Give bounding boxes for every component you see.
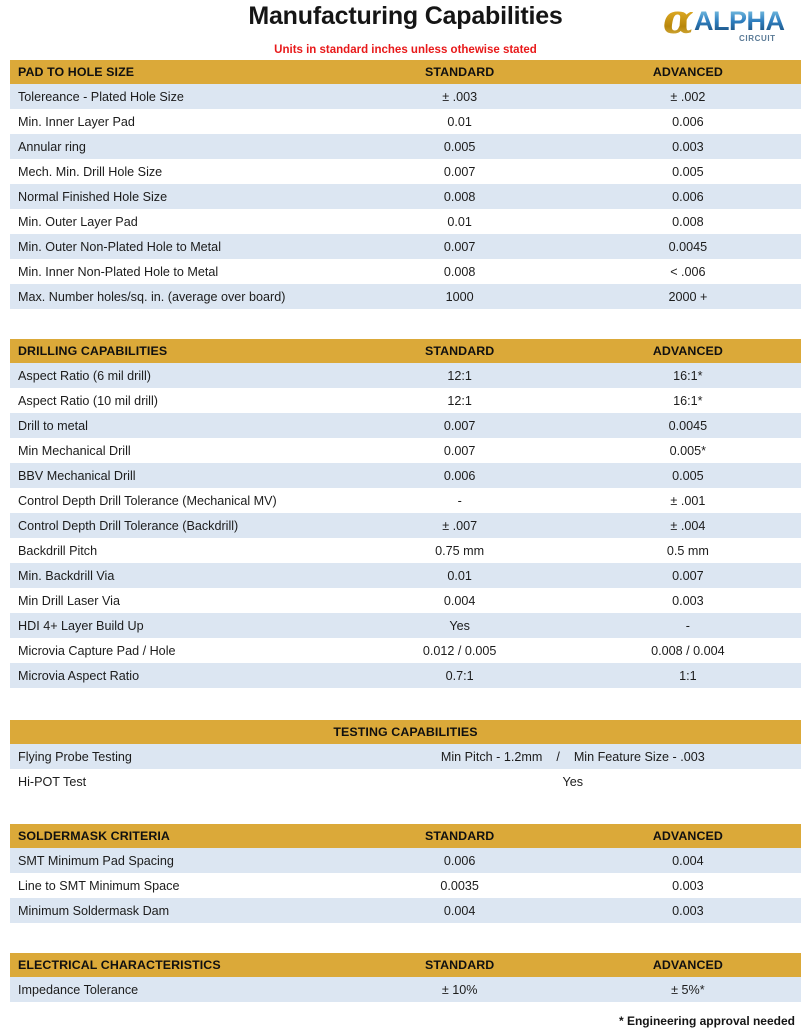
row-value-advanced: 0.005 <box>575 463 801 488</box>
row-label: Microvia Aspect Ratio <box>10 663 345 688</box>
row-value-standard: 0.01 <box>345 563 575 588</box>
row-value-standard: 12:1 <box>345 363 575 388</box>
row-value-advanced: 0.0045 <box>575 413 801 438</box>
row-value-standard: 0.005 <box>345 134 575 159</box>
row-value-standard: 12:1 <box>345 388 575 413</box>
row-value-standard: 0.01 <box>345 109 575 134</box>
row-label: Min. Inner Layer Pad <box>10 109 345 134</box>
row-value-standard: 1000 <box>345 284 575 309</box>
table-header-row <box>10 953 801 977</box>
column-header-standard: STANDARD <box>345 824 575 848</box>
row-value-standard: 0.75 mm <box>345 538 575 563</box>
units-note: Units in standard inches unless othewise stated <box>274 44 537 56</box>
row-label: BBV Mechanical Drill <box>10 463 345 488</box>
table-header-row <box>10 60 801 84</box>
column-header-advanced: ADVANCED <box>575 824 801 848</box>
section-title: SOLDERMASK CRITERIA <box>10 824 345 848</box>
row-value-standard: 0.007 <box>345 438 575 463</box>
table-header-row <box>10 339 801 363</box>
row-value-advanced: ± .001 <box>575 488 801 513</box>
row-label: Min. Backdrill Via <box>10 563 345 588</box>
row-value-standard: 0.006 <box>345 848 575 873</box>
table-row <box>10 134 801 159</box>
table-row <box>10 873 801 898</box>
row-label: Aspect Ratio (6 mil drill) <box>10 363 345 388</box>
row-value-advanced: 0.005* <box>575 438 801 463</box>
row-value-standard: 0.007 <box>345 413 575 438</box>
row-value-advanced: 0.008 <box>575 209 801 234</box>
table-row <box>10 744 801 769</box>
row-label: Tolereance - Plated Hole Size <box>10 84 345 109</box>
table-row <box>10 259 801 284</box>
section-title: DRILLING CAPABILITIES <box>10 339 345 363</box>
row-value-standard: - <box>345 488 575 513</box>
section-title: TESTING CAPABILITIES <box>10 720 801 744</box>
row-value-standard: 0.012 / 0.005 <box>345 638 575 663</box>
table-row <box>10 84 801 109</box>
section-spacer <box>10 794 801 824</box>
footnote: * Engineering approval needed <box>618 1014 795 1028</box>
table-row <box>10 898 801 923</box>
table-row <box>10 363 801 388</box>
row-label: Control Depth Drill Tolerance (Mechanical MV) <box>10 488 345 513</box>
row-value-advanced: 0.0045 <box>575 234 801 259</box>
row-label: SMT Minimum Pad Spacing <box>10 848 345 873</box>
table-row <box>10 663 801 688</box>
row-value-advanced: 0.007 <box>575 563 801 588</box>
row-value-advanced: 0.003 <box>575 873 801 898</box>
row-value-advanced: ± .004 <box>575 513 801 538</box>
row-value-advanced: ± .002 <box>575 84 801 109</box>
table-row <box>10 159 801 184</box>
row-label: Backdrill Pitch <box>10 538 345 563</box>
row-value-advanced: 0.003 <box>575 898 801 923</box>
table-row <box>10 413 801 438</box>
row-label: Aspect Ratio (10 mil drill) <box>10 388 345 413</box>
table-row <box>10 109 801 134</box>
row-value-standard: ± 10% <box>345 977 575 1002</box>
row-label: Min. Outer Non-Plated Hole to Metal <box>10 234 345 259</box>
row-label: Minimum Soldermask Dam <box>10 898 345 923</box>
row-value-advanced: - <box>575 613 801 638</box>
table-testing-capabilities <box>10 720 801 794</box>
table-row <box>10 769 801 794</box>
row-value-advanced: 0.006 <box>575 109 801 134</box>
alpha-symbol-glyph: α <box>663 0 694 43</box>
column-header-standard: STANDARD <box>345 953 575 977</box>
row-value-advanced: 2000 + <box>575 284 801 309</box>
row-label: Min. Outer Layer Pad <box>10 209 345 234</box>
row-value-advanced: ± 5%* <box>575 977 801 1002</box>
row-value-advanced: 1:1 <box>575 663 801 688</box>
table-row <box>10 538 801 563</box>
row-label: HDI 4+ Layer Build Up <box>10 613 345 638</box>
table-pad-to-hole-size <box>10 60 801 309</box>
row-value-standard: ± .003 <box>345 84 575 109</box>
row-value-merged <box>345 744 801 769</box>
table-row <box>10 488 801 513</box>
row-value-standard: 0.008 <box>345 259 575 284</box>
table-row <box>10 388 801 413</box>
table-row <box>10 977 801 1002</box>
row-label: Microvia Capture Pad / Hole <box>10 638 345 663</box>
table-row <box>10 184 801 209</box>
row-value-advanced: 16:1* <box>575 363 801 388</box>
row-value-standard: 0.006 <box>345 463 575 488</box>
row-value-advanced: 0.008 / 0.004 <box>575 638 801 663</box>
table-header-row <box>10 720 801 744</box>
section-spacer <box>10 688 801 720</box>
column-header-advanced: ADVANCED <box>575 953 801 977</box>
row-value-advanced: 0.006 <box>575 184 801 209</box>
row-label: Impedance Tolerance <box>10 977 345 1002</box>
table-row <box>10 234 801 259</box>
column-header-advanced: ADVANCED <box>575 339 801 363</box>
alpha-circuit-logo <box>661 0 793 46</box>
table-row <box>10 588 801 613</box>
table-row <box>10 613 801 638</box>
table-row <box>10 513 801 538</box>
table-header-row <box>10 824 801 848</box>
row-value-standard: ± .007 <box>345 513 575 538</box>
row-value-standard: 0.007 <box>345 234 575 259</box>
row-value-advanced: 0.003 <box>575 588 801 613</box>
row-value-advanced: < .006 <box>575 259 801 284</box>
row-label: Min Mechanical Drill <box>10 438 345 463</box>
row-label: Mech. Min. Drill Hole Size <box>10 159 345 184</box>
table-electrical-characteristics <box>10 953 801 1002</box>
table-row <box>10 463 801 488</box>
row-label: Hi-POT Test <box>10 769 345 794</box>
logo-tagline-glyph: CIRCUIT <box>739 34 776 43</box>
table-row <box>10 848 801 873</box>
row-value-advanced: 0.003 <box>575 134 801 159</box>
section-title: ELECTRICAL CHARACTERISTICS <box>10 953 345 977</box>
row-label: Flying Probe Testing <box>10 744 345 769</box>
row-label: Normal Finished Hole Size <box>10 184 345 209</box>
table-row <box>10 209 801 234</box>
row-value-standard: 0.007 <box>345 159 575 184</box>
section-spacer <box>10 309 801 339</box>
row-value-merged-text: Min Pitch - 1.2mm / Min Feature Size - .003 <box>440 749 705 764</box>
table-row <box>10 438 801 463</box>
row-value-standard: 0.01 <box>345 209 575 234</box>
row-value-merged: Yes <box>345 769 801 794</box>
table-soldermask-criteria <box>10 824 801 923</box>
row-label: Line to SMT Minimum Space <box>10 873 345 898</box>
row-value-advanced: 0.004 <box>575 848 801 873</box>
row-value-advanced: 16:1* <box>575 388 801 413</box>
row-value-standard: Yes <box>345 613 575 638</box>
row-label: Control Depth Drill Tolerance (Backdrill) <box>10 513 345 538</box>
table-row <box>10 284 801 309</box>
table-drilling-capabilities <box>10 339 801 688</box>
row-value-standard: 0.008 <box>345 184 575 209</box>
row-value-advanced: 0.005 <box>575 159 801 184</box>
section-spacer <box>10 923 801 953</box>
row-value-standard: 0.0035 <box>345 873 575 898</box>
table-row <box>10 638 801 663</box>
row-label: Drill to metal <box>10 413 345 438</box>
row-label: Min. Inner Non-Plated Hole to Metal <box>10 259 345 284</box>
row-label: Max. Number holes/sq. in. (average over board) <box>10 284 345 309</box>
column-header-standard: STANDARD <box>345 60 575 84</box>
column-header-advanced: ADVANCED <box>575 60 801 84</box>
row-value-standard: 0.004 <box>345 588 575 613</box>
section-title: PAD TO HOLE SIZE <box>10 60 345 84</box>
row-label: Min Drill Laser Via <box>10 588 345 613</box>
logo-wordmark-glyph: ALPHA <box>694 6 785 36</box>
document-header <box>10 0 801 60</box>
page-title: Manufacturing Capabilities <box>248 2 563 30</box>
row-value-advanced: 0.5 mm <box>575 538 801 563</box>
column-header-standard: STANDARD <box>345 339 575 363</box>
row-value-standard: 0.004 <box>345 898 575 923</box>
logo-svg <box>661 0 793 46</box>
row-label: Annular ring <box>10 134 345 159</box>
row-value-standard: 0.7:1 <box>345 663 575 688</box>
table-row <box>10 563 801 588</box>
